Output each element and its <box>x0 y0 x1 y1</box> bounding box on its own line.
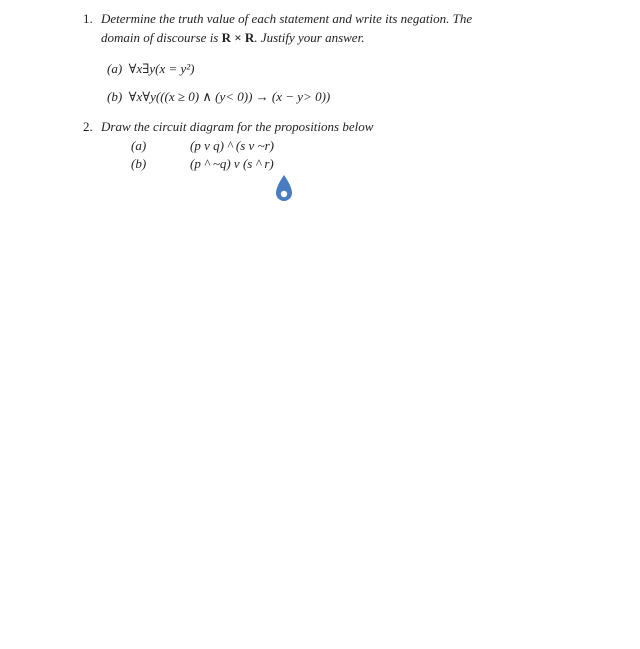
question-1-part-a <box>107 61 194 77</box>
part-expression: ∀x∀y(((x ≥ 0) ∧ (y< 0)) → (x − y> 0)) <box>128 89 331 104</box>
question-1-line-2 <box>101 30 364 46</box>
part-label: (b) <box>107 89 123 104</box>
question-2-part-b-label: (b) <box>131 156 147 171</box>
question-2-part-a-label: (a) <box>131 138 147 153</box>
question-2-number: 2. <box>83 119 93 134</box>
question-1-line-1: Determine the truth value of each statement and write its negation. The <box>101 11 473 26</box>
ink-drop-icon[interactable] <box>273 174 295 204</box>
question-1-line-2-prefix: domain of discourse is <box>101 30 222 45</box>
question-1-part-b <box>107 89 330 105</box>
question-2-part-a-expression: (p v q) ^ (s v ~r) <box>190 138 274 153</box>
question-1-line-2-suffix: . Justify your answer. <box>254 30 365 45</box>
ink-drop-icon-graphic <box>273 174 295 204</box>
part-expression: ∀x∃y(x = y²) <box>128 61 195 76</box>
part-label: (a) <box>107 61 123 76</box>
question-2-line-1: Draw the circuit diagram for the propositions below <box>101 119 374 134</box>
question-1-number: 1. <box>83 11 93 26</box>
question-2-part-b-expression: (p ^ ~q) v (s ^ r) <box>190 156 274 171</box>
domain-set: R × R <box>221 30 255 45</box>
